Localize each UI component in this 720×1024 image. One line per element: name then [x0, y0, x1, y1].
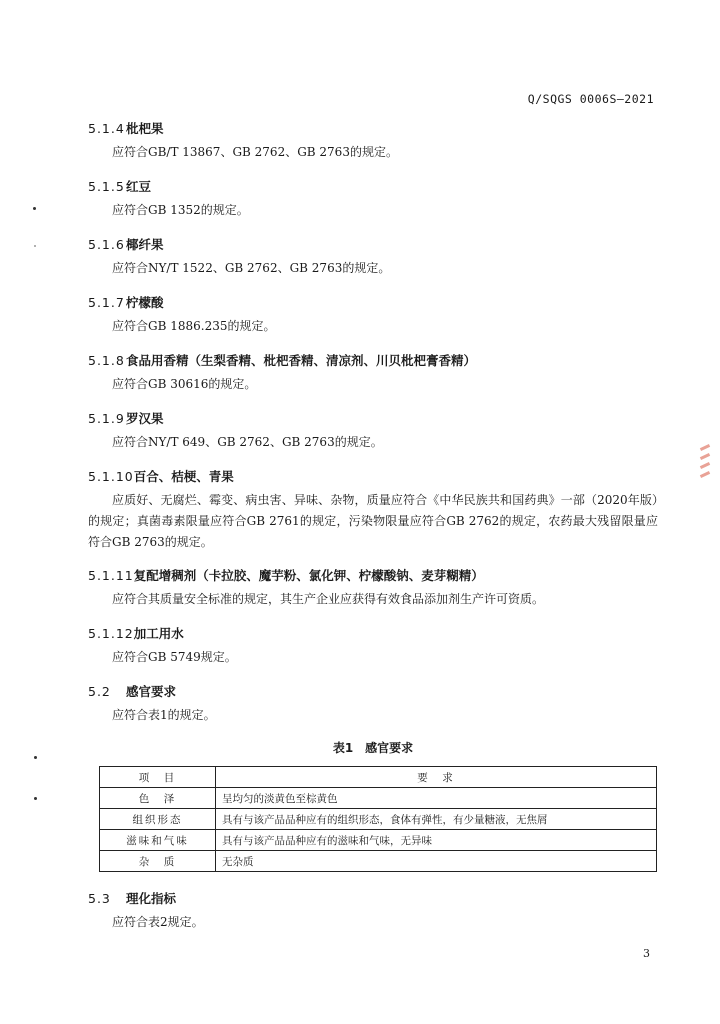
section-title: 枇杷果 — [126, 121, 164, 136]
table-cell-item: 组织形态 — [100, 809, 216, 830]
section-5-1-10 — [88, 466, 658, 553]
scan-speck — [34, 756, 37, 759]
section-title: 椰纤果 — [126, 237, 164, 252]
section-5-1-4 — [88, 118, 658, 163]
section-heading — [88, 623, 658, 645]
section-title: 柠檬酸 — [126, 295, 164, 310]
table-row — [100, 830, 657, 851]
section-number: 5.1.10 — [88, 469, 134, 484]
section-5-1-7 — [88, 292, 658, 337]
section-number: 5.1.8 — [88, 353, 125, 368]
section-5-1-9 — [88, 408, 658, 453]
section-text: 应符合NY/T 649、GB 2762、GB 2763的规定。 — [112, 435, 383, 449]
scan-speck — [33, 207, 36, 210]
table-header-row — [100, 767, 657, 788]
scan-speck — [34, 797, 37, 800]
section-5-1-8 — [88, 350, 658, 395]
section-5-1-12 — [88, 623, 658, 668]
table-cell-item: 滋味和气味 — [100, 830, 216, 851]
section-number: 5.3 — [88, 891, 111, 906]
section-heading — [88, 888, 658, 910]
section-number: 5.1.5 — [88, 179, 125, 194]
section-5-1-5 — [88, 176, 658, 221]
section-title: 百合、桔梗、青果 — [133, 469, 234, 484]
section-text: 应符合NY/T 1522、GB 2762、GB 2763的规定。 — [112, 261, 391, 275]
section-5-1-11 — [88, 565, 658, 610]
section-number: 5.1.9 — [88, 411, 125, 426]
page-number: 3 — [643, 947, 650, 960]
section-heading — [88, 292, 658, 314]
section-number: 5.1.6 — [88, 237, 125, 252]
section-text: 应符合表1的规定。 — [112, 708, 216, 722]
section-heading — [88, 176, 658, 198]
section-heading — [88, 350, 658, 372]
section-title: 食品用香精（生梨香精、枇杷香精、清凉剂、川贝枇杷膏香精） — [126, 353, 477, 368]
table-cell-requirement: 呈均匀的淡黄色至棕黄色 — [216, 788, 657, 809]
table-row — [100, 851, 657, 872]
standard-code: Q/SQGS 0006S—2021 — [527, 92, 654, 106]
document-body — [88, 118, 658, 946]
section-5-2 — [88, 681, 658, 726]
table-cell-requirement: 无杂质 — [216, 851, 657, 872]
table-row — [100, 788, 657, 809]
table-cell-requirement: 具有与该产品品种应有的组织形态，食体有弹性，有少量糖液，无焦屑 — [216, 809, 657, 830]
section-heading — [88, 565, 658, 587]
table-header-item: 项 目 — [100, 767, 216, 788]
section-heading — [88, 681, 658, 703]
section-number: 5.1.12 — [88, 626, 134, 641]
section-heading — [88, 466, 658, 488]
section-title: 加工用水 — [133, 626, 184, 641]
section-title: 复配增稠剂（卡拉胶、魔芋粉、氯化钾、柠檬酸钠、麦芽糊精） — [133, 568, 484, 583]
section-number: 5.1.4 — [88, 121, 125, 136]
table-row — [100, 809, 657, 830]
section-title: 罗汉果 — [126, 411, 164, 426]
section-heading — [88, 234, 658, 256]
section-title: 感官要求 — [126, 684, 177, 699]
section-5-3 — [88, 888, 658, 933]
seal-edge-mark — [700, 440, 714, 520]
scan-speck — [34, 245, 36, 247]
table-header-requirement: 要 求 — [216, 767, 657, 788]
sensory-requirements-table — [99, 766, 657, 872]
section-text: 应符合GB 5749规定。 — [112, 650, 237, 664]
table-title: 表1 感官要求 — [332, 741, 414, 755]
section-title: 理化指标 — [126, 891, 177, 906]
section-number: 5.1.11 — [88, 568, 134, 583]
section-5-1-6 — [88, 234, 658, 279]
section-title: 红豆 — [126, 179, 152, 194]
section-text: 应符合GB 1352的规定。 — [112, 203, 249, 217]
section-heading — [88, 408, 658, 430]
section-number: 5.2 — [88, 684, 111, 699]
section-text: 应符合其质量安全标准的规定，其生产企业应获得有效食品添加剂生产许可资质。 — [112, 592, 545, 606]
table-cell-item: 色 泽 — [100, 788, 216, 809]
section-text: 应符合GB 30616的规定。 — [112, 377, 257, 391]
section-text: 应质好、无腐烂、霉变、病虫害、异味、杂物，质量应符合《中华民族共和国药典》一部（2020年版）的规定；真菌毒素限量应符合GB 2761的规定，污染物限量应符合GB 2762的规定，农药最大残留限量应符合GB 2763的规定。 — [88, 493, 658, 549]
table-cell-requirement: 具有与该产品品种应有的滋味和气味，无异味 — [216, 830, 657, 851]
section-number: 5.1.7 — [88, 295, 125, 310]
table-cell-item: 杂 质 — [100, 851, 216, 872]
section-text: 应符合GB 1886.235的规定。 — [112, 319, 276, 333]
section-heading — [88, 118, 658, 140]
section-text: 应符合表2规定。 — [112, 915, 204, 929]
section-text: 应符合GB/T 13867、GB 2762、GB 2763的规定。 — [112, 145, 398, 159]
